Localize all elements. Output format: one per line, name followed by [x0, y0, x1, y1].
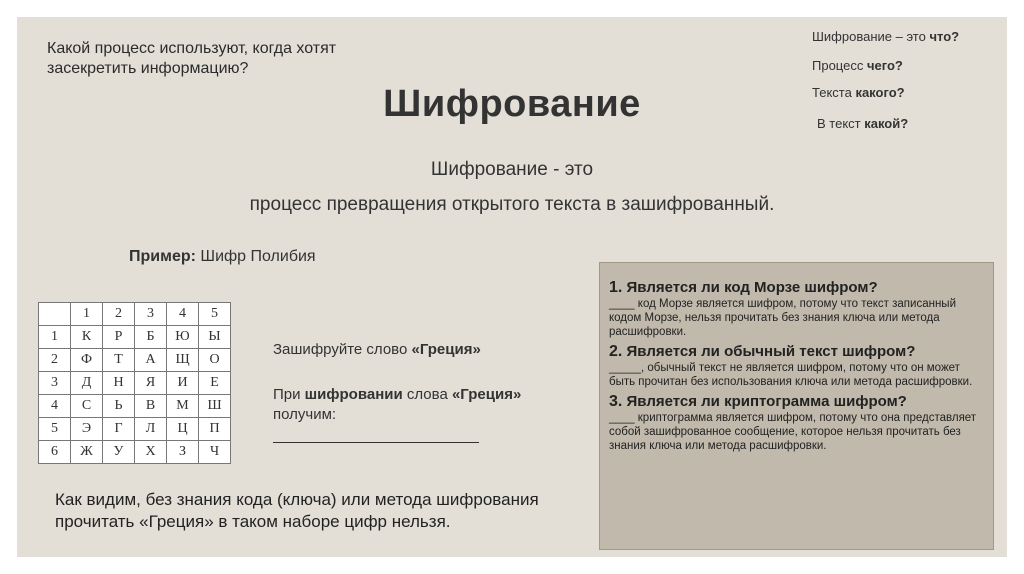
- question-bold: какой?: [864, 116, 909, 131]
- table-cell: 4: [167, 303, 199, 326]
- table-cell: Щ: [167, 349, 199, 372]
- table-cell: У: [103, 441, 135, 464]
- table-cell: 1: [71, 303, 103, 326]
- table-cell: И: [167, 372, 199, 395]
- definition-line-2: процесс превращения открытого текста в зашифрованный.: [249, 194, 775, 215]
- table-cell: Г: [103, 418, 135, 441]
- table-cell: Т: [103, 349, 135, 372]
- example-text: Шифр Полибия: [195, 248, 316, 265]
- table-cell: Ц: [167, 418, 199, 441]
- table-cell: 3: [135, 303, 167, 326]
- table-cell: С: [71, 395, 103, 418]
- table-cell: Ф: [71, 349, 103, 372]
- question-right-4: [817, 116, 908, 131]
- question-bold: какого?: [855, 85, 905, 100]
- question-text: Является ли код Морзе шифром?: [622, 279, 878, 296]
- task-word: «Греция»: [451, 386, 522, 403]
- task-text: слова: [402, 386, 452, 403]
- question-right-1: [812, 29, 959, 44]
- table-cell: 1: [39, 326, 71, 349]
- question-text: Является ли криптограмма шифром?: [622, 393, 907, 410]
- example-caption: [129, 248, 316, 266]
- table-cell: 2: [39, 349, 71, 372]
- question-right-3: [812, 85, 905, 100]
- task-encrypt: [273, 341, 481, 358]
- table-cell: Д: [71, 372, 103, 395]
- table-cell: П: [199, 418, 231, 441]
- question-bold: что?: [929, 29, 960, 44]
- table-cell: Е: [199, 372, 231, 395]
- table-row: [39, 395, 231, 418]
- table-cell: [39, 303, 71, 326]
- polybius-table: [38, 302, 231, 464]
- table-cell: Х: [135, 441, 167, 464]
- definition-line-1: Шифрование - это: [430, 159, 594, 180]
- box-question-1: [609, 279, 983, 297]
- table-cell: М: [167, 395, 199, 418]
- question-left: Какой процесс используют, когда хотят засекретить информацию?: [47, 40, 337, 77]
- table-row: [39, 326, 231, 349]
- table-cell: Ь: [103, 395, 135, 418]
- question-number: 3.: [609, 393, 623, 410]
- example-label: Пример:: [129, 248, 196, 265]
- box-question-2: [609, 343, 983, 361]
- table-cell: Л: [135, 418, 167, 441]
- table-cell: Ш: [199, 395, 231, 418]
- table-cell: Н: [103, 372, 135, 395]
- task-result: [273, 385, 533, 425]
- table-cell: Э: [71, 418, 103, 441]
- box-answer-3: ____ криптограмма является шифром, потому что она представляет собой зашифрованное сообщение, которое нельзя прочитать без знания ключа или метода расшифровки.: [609, 412, 977, 452]
- question-text: Процесс: [812, 58, 867, 73]
- table-cell: Б: [135, 326, 167, 349]
- table-cell: Ы: [199, 326, 231, 349]
- questions-box: [599, 262, 994, 550]
- table-row: [39, 418, 231, 441]
- table-cell: Ю: [167, 326, 199, 349]
- table-cell: О: [199, 349, 231, 372]
- box-question-3: [609, 393, 983, 411]
- task-text: При: [273, 386, 305, 403]
- table-cell: Ж: [71, 441, 103, 464]
- table-cell: 6: [39, 441, 71, 464]
- table-cell: А: [135, 349, 167, 372]
- task-text: получим:: [273, 406, 337, 423]
- table-cell: 5: [199, 303, 231, 326]
- table-cell: З: [167, 441, 199, 464]
- question-right-2: [812, 58, 903, 73]
- question-text: Является ли обычный текст шифром?: [622, 343, 916, 360]
- table-cell: В: [135, 395, 167, 418]
- task-word: «Греция»: [411, 341, 481, 358]
- page-title: Шифрование: [383, 83, 641, 125]
- table-cell: К: [71, 326, 103, 349]
- conclusion-text: Как видим, без знания кода (ключа) или метода шифрования прочитать «Греция» в таком наборе цифр нельзя.: [55, 490, 539, 531]
- table-header-row: [39, 303, 231, 326]
- box-answer-2: _____, обычный текст не является шифром, потому что он может быть прочитан без использования ключа или метода расшифровки.: [609, 362, 973, 388]
- task-text: Зашифруйте слово: [273, 341, 412, 358]
- answer-line: [273, 442, 479, 443]
- question-text: В текст: [817, 116, 865, 131]
- question-text: Шифрование – это: [812, 29, 930, 44]
- table-cell: Р: [103, 326, 135, 349]
- question-number: 1.: [609, 279, 623, 296]
- table-cell: 3: [39, 372, 71, 395]
- table-cell: 4: [39, 395, 71, 418]
- table-row: [39, 441, 231, 464]
- table-row: [39, 349, 231, 372]
- table-cell: Ч: [199, 441, 231, 464]
- table-cell: Я: [135, 372, 167, 395]
- task-bold: шифровании: [304, 386, 403, 403]
- table-cell: 2: [103, 303, 135, 326]
- slide: [17, 17, 1007, 557]
- table-cell: 5: [39, 418, 71, 441]
- question-number: 2.: [609, 343, 623, 360]
- table-row: [39, 372, 231, 395]
- question-text: Текста: [812, 85, 856, 100]
- box-answer-1: ____ код Морзе является шифром, потому что текст записанный кодом Морзе, нельзя прочитать без знания ключа или метода расшифровки.: [609, 298, 956, 338]
- question-bold: чего?: [866, 58, 903, 73]
